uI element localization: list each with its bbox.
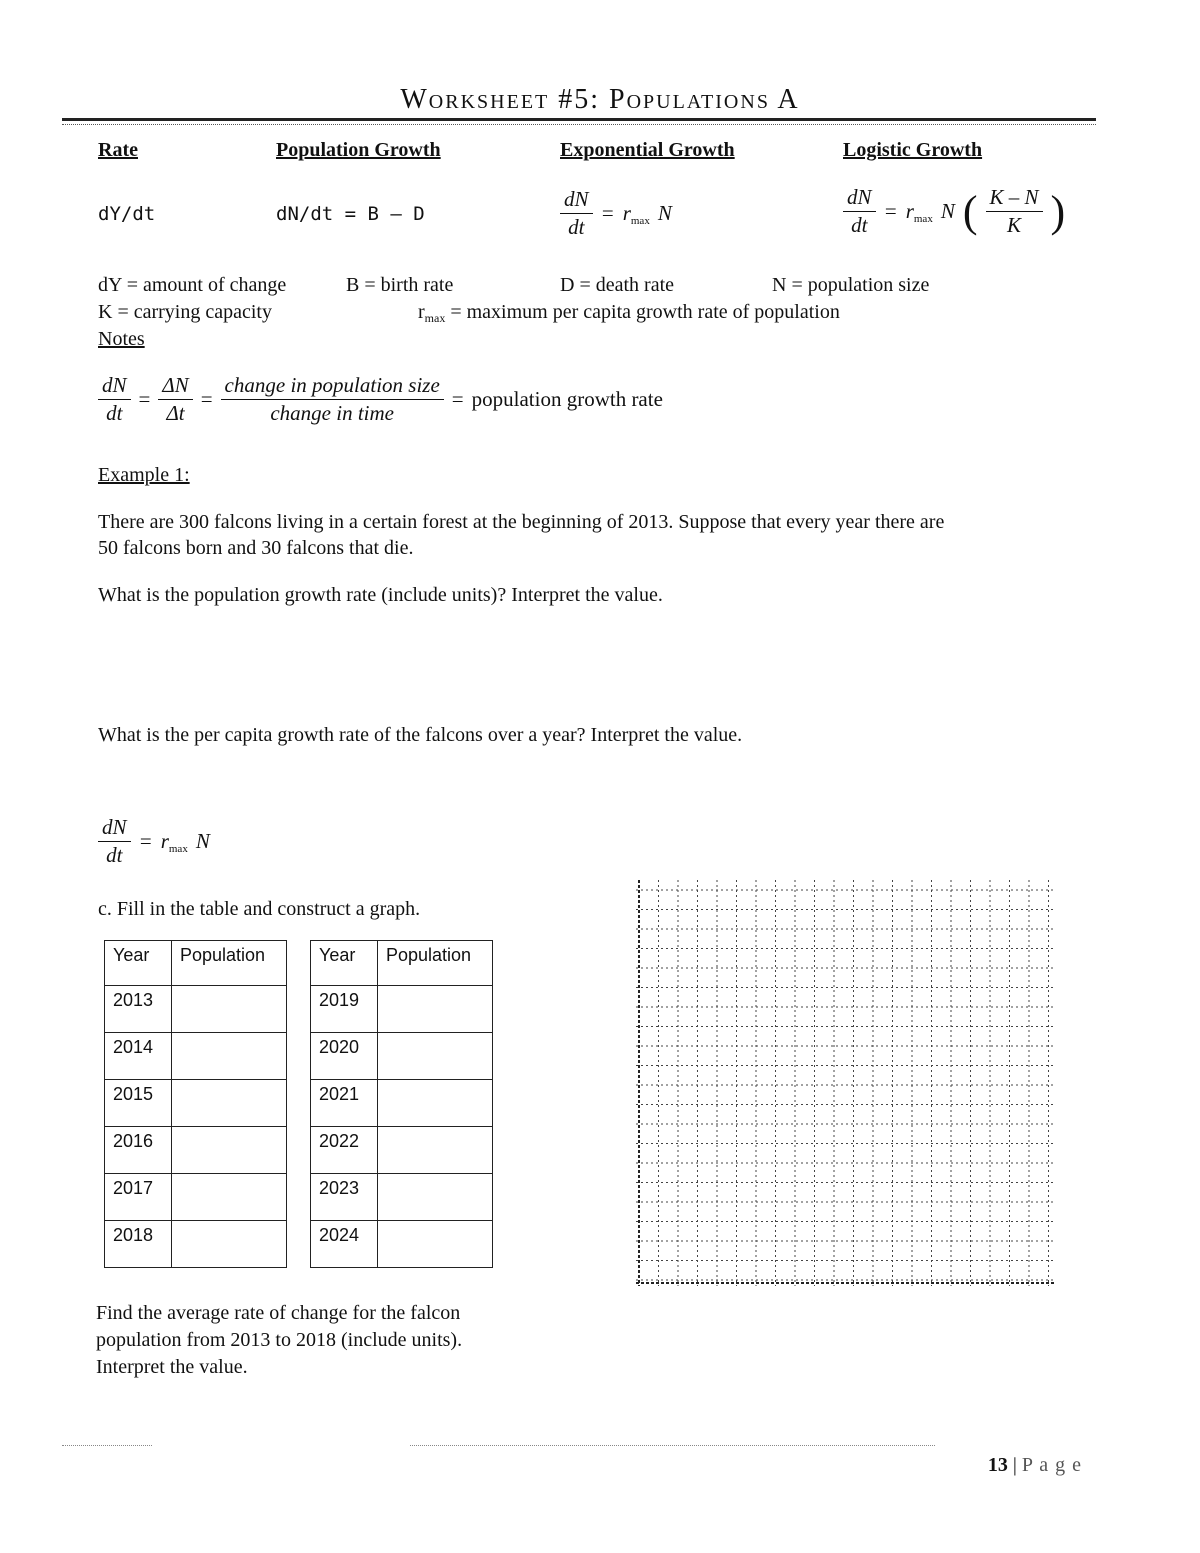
exponential-formula-repeat	[98, 816, 210, 867]
footer-rule-left	[62, 1445, 152, 1446]
exponential-growth-formula	[560, 188, 672, 239]
table-row	[105, 1221, 287, 1268]
population-cell[interactable]	[378, 1080, 493, 1127]
notes-result: population growth rate	[471, 387, 663, 412]
year-cell: 2017	[105, 1174, 172, 1221]
header-logistic-growth: Logistic Growth	[843, 139, 983, 161]
header-rate: Rate	[98, 139, 138, 161]
footer-rule-right	[410, 1445, 935, 1446]
def-rmax: $r_{max}$ = maximum per capita growth rate of population	[418, 301, 840, 325]
n-symbol: N	[940, 199, 955, 224]
exponential-fraction	[560, 188, 593, 239]
notes-fraction-delta	[158, 374, 192, 425]
notes-fraction-words	[221, 374, 444, 425]
population-table-right	[310, 940, 493, 1268]
population-cell[interactable]	[172, 1080, 287, 1127]
population-cell[interactable]	[172, 1174, 287, 1221]
rate-formula: dY/dt	[98, 203, 156, 225]
page-title: Worksheet #5: Populations A	[400, 84, 800, 115]
right-paren: )	[1050, 186, 1066, 236]
n-symbol: N	[657, 201, 672, 226]
year-cell: 2022	[311, 1127, 378, 1174]
population-cell[interactable]	[172, 1127, 287, 1174]
fraction-denominator: dt	[851, 213, 868, 238]
year-cell: 2019	[311, 986, 378, 1033]
year-cell: 2021	[311, 1080, 378, 1127]
equals-sign: =	[138, 387, 151, 412]
fraction-numerator: change in population size	[221, 374, 444, 400]
fraction-numerator: ΔN	[158, 374, 192, 400]
page-number-value: 13	[987, 1454, 1008, 1476]
year-cell: 2014	[105, 1033, 172, 1080]
equals-sign: =	[883, 199, 898, 224]
example-paragraph-line-1: There are 300 falcons living in a certain forest at the beginning of 2013. Suppose that every year there are	[98, 511, 945, 533]
column-header-population: Population	[172, 941, 287, 986]
population-cell[interactable]	[378, 986, 493, 1033]
equals-sign: =	[451, 387, 464, 412]
column-header-population: Population	[378, 941, 493, 986]
year-cell: 2020	[311, 1033, 378, 1080]
equals-sign: =	[200, 387, 213, 412]
part-c-instruction: c. Fill in the table and construct a graph.	[98, 898, 421, 920]
column-header-year: Year	[311, 941, 378, 986]
fraction-numerator: dN	[98, 816, 131, 842]
table-row	[105, 1127, 287, 1174]
header-population-growth: Population Growth	[276, 139, 441, 161]
def-k: K = carrying capacity	[98, 301, 272, 323]
population-cell[interactable]	[172, 1033, 287, 1080]
notes-fraction-dn-dt	[98, 374, 131, 425]
rmax-symbol: $r_{max}$	[622, 200, 650, 227]
def-b: B = birth rate	[346, 274, 454, 296]
graph-paper-grid[interactable]	[636, 880, 1054, 1286]
table-row	[311, 986, 493, 1033]
final-question-line-1: Find the average rate of change for the falcon	[96, 1302, 461, 1324]
grid-lines	[636, 880, 1054, 1286]
equals-sign: =	[600, 201, 615, 226]
repeat-fraction	[98, 816, 131, 867]
left-paren: (	[962, 186, 978, 236]
fraction-numerator: K – N	[986, 186, 1043, 212]
population-cell[interactable]	[378, 1221, 493, 1268]
rmax-symbol: $r_{max}$	[160, 828, 188, 855]
year-cell: 2013	[105, 986, 172, 1033]
population-cell[interactable]	[172, 986, 287, 1033]
table-row	[105, 986, 287, 1033]
title-rule-dotted	[62, 124, 1096, 125]
table-row	[105, 1033, 287, 1080]
year-cell: 2015	[105, 1080, 172, 1127]
year-cell: 2023	[311, 1174, 378, 1221]
logistic-growth-formula	[843, 186, 1065, 237]
table-row	[311, 1221, 493, 1268]
notes-label: Notes	[98, 328, 145, 350]
table-row	[311, 1174, 493, 1221]
population-cell[interactable]	[378, 1033, 493, 1080]
logistic-fraction	[843, 186, 876, 237]
fraction-numerator: dN	[98, 374, 131, 400]
population-cell[interactable]	[172, 1221, 287, 1268]
population-cell[interactable]	[378, 1174, 493, 1221]
year-cell: 2024	[311, 1221, 378, 1268]
n-symbol: N	[195, 829, 210, 854]
year-cell: 2018	[105, 1221, 172, 1268]
population-growth-formula: dN/dt = B – D	[276, 203, 425, 225]
population-cell[interactable]	[378, 1127, 493, 1174]
example-paragraph-line-2: 50 falcons born and 30 falcons that die.	[98, 537, 414, 559]
page-number	[988, 1454, 1082, 1477]
def-n: N = population size	[772, 274, 930, 296]
column-header-year: Year	[105, 941, 172, 986]
def-d: D = death rate	[560, 274, 675, 296]
fraction-numerator: dN	[843, 186, 876, 212]
table-row	[105, 1174, 287, 1221]
table-row	[311, 1080, 493, 1127]
title-rule	[62, 118, 1096, 121]
final-question-line-2: population from 2013 to 2018 (include units).	[96, 1329, 463, 1351]
fraction-denominator: dt	[568, 215, 585, 240]
fraction-denominator: dt	[106, 401, 123, 426]
logistic-inner-fraction	[986, 186, 1043, 237]
table-row	[311, 1033, 493, 1080]
def-dy: dY = amount of change	[98, 274, 287, 296]
rmax-symbol: $r_{max}$	[905, 198, 933, 225]
example-label: Example 1:	[98, 464, 190, 486]
fraction-numerator: dN	[560, 188, 593, 214]
population-table-left	[104, 940, 287, 1268]
header-exponential-growth: Exponential Growth	[560, 139, 735, 161]
final-question-line-3: Interpret the value.	[96, 1356, 248, 1378]
question-per-capita: What is the per capita growth rate of the falcons over a year? Interpret the value.	[98, 724, 743, 746]
page-word: P a g e	[1021, 1454, 1082, 1476]
year-cell: 2016	[105, 1127, 172, 1174]
fraction-denominator: K	[1007, 213, 1022, 238]
notes-equation	[98, 374, 663, 425]
table-row	[105, 1080, 287, 1127]
fraction-denominator: change in time	[270, 401, 394, 426]
equals-sign: =	[138, 829, 153, 854]
page-separator: |	[1012, 1454, 1017, 1476]
table-row	[311, 1127, 493, 1174]
question-growth-rate: What is the population growth rate (include units)? Interpret the value.	[98, 584, 663, 606]
fraction-denominator: Δt	[166, 401, 185, 426]
fraction-denominator: dt	[106, 843, 123, 868]
